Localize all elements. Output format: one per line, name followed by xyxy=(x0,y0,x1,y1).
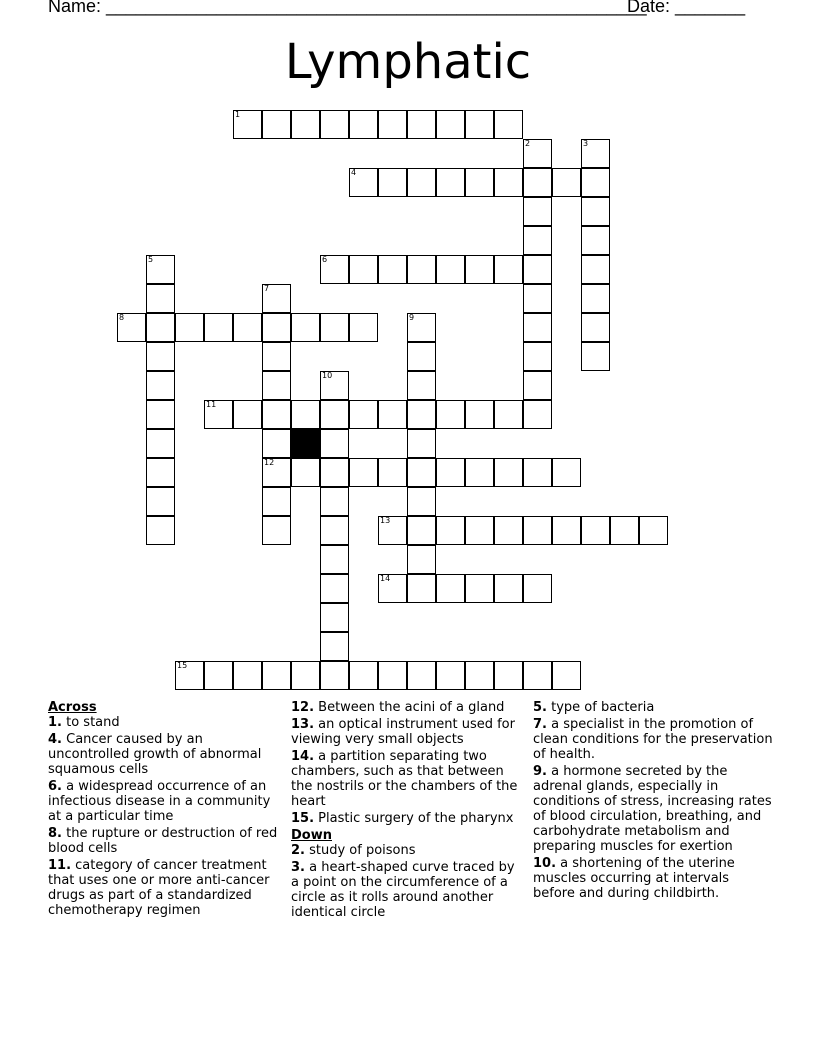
grid-cell[interactable] xyxy=(436,168,465,197)
grid-cell[interactable] xyxy=(320,487,349,516)
clues-column-2 xyxy=(291,700,523,922)
grid-cell[interactable] xyxy=(552,458,581,487)
clue-item-number: 11. xyxy=(48,858,72,873)
grid-cell[interactable] xyxy=(465,168,494,197)
grid-cell[interactable] xyxy=(523,400,552,429)
clue-item xyxy=(48,779,283,824)
clue-item-text: a widespread occurrence of an infectious disease in a community at a particular time xyxy=(48,779,271,824)
grid-cell[interactable] xyxy=(523,284,552,313)
clue-item-text: to stand xyxy=(61,715,120,730)
clue-item-text: category of cancer treatment that uses one or more anti-cancer drugs as part of a standardized chemotherapy regimen xyxy=(48,858,270,918)
grid-cell[interactable] xyxy=(378,661,407,690)
grid-cell[interactable] xyxy=(349,400,378,429)
grid-cell[interactable] xyxy=(436,255,465,284)
grid-cell[interactable] xyxy=(523,139,552,168)
grid-cell[interactable] xyxy=(378,168,407,197)
grid-cell[interactable] xyxy=(465,458,494,487)
grid-cell[interactable] xyxy=(407,516,436,545)
date-field-label: Date: _______ xyxy=(627,0,746,16)
clue-item xyxy=(48,715,283,730)
clue-item-number: 3. xyxy=(291,860,305,875)
grid-cell[interactable] xyxy=(407,574,436,603)
grid-cell[interactable] xyxy=(581,197,610,226)
clue-item xyxy=(533,764,773,854)
grid-cell[interactable] xyxy=(494,400,523,429)
grid-cell[interactable] xyxy=(204,661,233,690)
grid-cell[interactable] xyxy=(407,168,436,197)
clue-item xyxy=(291,860,523,920)
grid-cell[interactable] xyxy=(378,110,407,139)
grid-cell[interactable] xyxy=(146,371,175,400)
clue-item xyxy=(48,732,283,777)
grid-cell[interactable] xyxy=(436,110,465,139)
grid-cell[interactable] xyxy=(436,661,465,690)
grid-cell[interactable] xyxy=(581,342,610,371)
grid-cell[interactable] xyxy=(494,168,523,197)
grid-cell[interactable] xyxy=(523,313,552,342)
clue-number: 3 xyxy=(583,139,589,148)
grid-cell[interactable] xyxy=(523,574,552,603)
grid-cell[interactable] xyxy=(523,168,552,197)
clue-number: 5 xyxy=(148,255,154,264)
grid-cell[interactable] xyxy=(639,516,668,545)
grid-cell[interactable] xyxy=(262,458,291,487)
clue-item-number: 10. xyxy=(533,856,557,871)
clue-number: 9 xyxy=(409,313,415,322)
grid-cell[interactable] xyxy=(378,574,407,603)
grid-cell[interactable] xyxy=(407,458,436,487)
clue-item-text: a partition separating two chambers, such as that between the nostrils or the chambers of the heart xyxy=(291,749,518,809)
grid-cell[interactable] xyxy=(552,516,581,545)
grid-cell[interactable] xyxy=(581,168,610,197)
clue-number: 4 xyxy=(351,168,357,177)
grid-cell[interactable] xyxy=(610,516,639,545)
clue-item-text: type of bacteria xyxy=(546,700,655,715)
grid-cell[interactable] xyxy=(378,400,407,429)
grid-cell[interactable] xyxy=(378,255,407,284)
grid-cell[interactable] xyxy=(146,342,175,371)
clue-number: 11 xyxy=(206,400,217,409)
grid-cell[interactable] xyxy=(320,371,349,400)
clue-number: 10 xyxy=(322,371,333,380)
grid-cell[interactable] xyxy=(465,574,494,603)
page-title: Lymphatic xyxy=(284,34,532,90)
clue-item-number: 8. xyxy=(48,826,62,841)
clue-item-number: 6. xyxy=(48,779,62,794)
clue-item-number: 5. xyxy=(533,700,547,715)
clue-item-number: 1. xyxy=(48,715,62,730)
grid-cell[interactable] xyxy=(262,110,291,139)
grid-cell[interactable] xyxy=(407,400,436,429)
grid-cell[interactable] xyxy=(494,516,523,545)
clue-item xyxy=(533,717,773,762)
grid-cell[interactable] xyxy=(581,284,610,313)
grid-cell[interactable] xyxy=(407,371,436,400)
grid-cell[interactable] xyxy=(146,458,175,487)
grid-cell[interactable] xyxy=(494,110,523,139)
clue-item-text: a shortening of the uterine muscles occurring at intervals before and during childbirth. xyxy=(533,856,735,901)
clue-item-number: 9. xyxy=(533,764,547,779)
grid-cell[interactable] xyxy=(146,429,175,458)
grid-cell[interactable] xyxy=(407,255,436,284)
grid-cell[interactable] xyxy=(262,342,291,371)
grid-cell[interactable] xyxy=(175,313,204,342)
grid-cell[interactable] xyxy=(436,400,465,429)
grid-cell[interactable] xyxy=(465,400,494,429)
grid-cell[interactable] xyxy=(291,661,320,690)
grid-cell[interactable] xyxy=(320,574,349,603)
grid-cell[interactable] xyxy=(146,255,175,284)
grid-cell[interactable] xyxy=(465,255,494,284)
grid-cell[interactable] xyxy=(262,487,291,516)
grid-cell[interactable] xyxy=(349,110,378,139)
clue-item-text: Plastic surgery of the pharynx xyxy=(314,811,514,826)
grid-cell[interactable] xyxy=(523,226,552,255)
clue-number: 14 xyxy=(380,574,391,583)
grid-cell[interactable] xyxy=(262,284,291,313)
clue-item-number: 4. xyxy=(48,732,62,747)
grid-cell[interactable] xyxy=(523,197,552,226)
grid-cell[interactable] xyxy=(233,400,262,429)
grid-cell[interactable] xyxy=(320,545,349,574)
clues-column-3 xyxy=(533,700,773,903)
clue-item-text: the rupture or destruction of red blood cells xyxy=(48,826,278,856)
clue-item xyxy=(291,811,523,826)
grid-cell[interactable] xyxy=(436,458,465,487)
grid-cell[interactable] xyxy=(320,400,349,429)
grid-cell[interactable] xyxy=(407,342,436,371)
grid-cell[interactable] xyxy=(146,487,175,516)
grid-cell[interactable] xyxy=(523,458,552,487)
grid-cell[interactable] xyxy=(262,429,291,458)
grid-cell[interactable] xyxy=(320,255,349,284)
clue-number: 1 xyxy=(235,110,241,119)
grid-cell[interactable] xyxy=(146,284,175,313)
grid-cell[interactable] xyxy=(320,458,349,487)
clue-item-number: 12. xyxy=(291,700,315,715)
down-heading: Down xyxy=(291,828,332,843)
clue-item-number: 7. xyxy=(533,717,547,732)
grid-cell[interactable] xyxy=(320,110,349,139)
grid-cell[interactable] xyxy=(407,545,436,574)
grid-cell[interactable] xyxy=(320,516,349,545)
grid-cell[interactable] xyxy=(552,168,581,197)
clue-item-text: a specialist in the promotion of clean conditions for the preservation of health. xyxy=(533,717,773,762)
clue-item-text: Cancer caused by an uncontrolled growth of abnormal squamous cells xyxy=(48,732,262,777)
grid-cell[interactable] xyxy=(204,400,233,429)
grid-cell[interactable] xyxy=(465,661,494,690)
clue-item-text: Between the acini of a gland xyxy=(314,700,505,715)
grid-cell[interactable] xyxy=(494,458,523,487)
grid-cell[interactable] xyxy=(146,516,175,545)
clue-number: 2 xyxy=(525,139,531,148)
grid-cell[interactable] xyxy=(349,313,378,342)
grid-cell[interactable] xyxy=(494,574,523,603)
grid-cell[interactable] xyxy=(552,661,581,690)
grid-cell[interactable] xyxy=(407,487,436,516)
clue-item xyxy=(533,700,773,715)
name-field-label: Name: ______________________________________________________ xyxy=(48,0,647,16)
clue-item xyxy=(533,856,773,901)
grid-cell[interactable] xyxy=(465,110,494,139)
grid-cell[interactable] xyxy=(320,313,349,342)
grid-cell[interactable] xyxy=(262,400,291,429)
clue-item-text: an optical instrument used for viewing very small objects xyxy=(291,717,515,747)
grid-cell[interactable] xyxy=(262,516,291,545)
clue-item-number: 14. xyxy=(291,749,315,764)
grid-cell[interactable] xyxy=(436,574,465,603)
grid-cell[interactable] xyxy=(349,255,378,284)
grid-cell[interactable] xyxy=(349,168,378,197)
grid-black-square xyxy=(291,429,320,458)
grid-cell[interactable] xyxy=(204,313,233,342)
clue-item xyxy=(48,826,283,856)
grid-cell[interactable] xyxy=(233,110,262,139)
clue-number: 12 xyxy=(264,458,275,467)
grid-cell[interactable] xyxy=(407,429,436,458)
grid-cell[interactable] xyxy=(320,429,349,458)
grid-cell[interactable] xyxy=(320,603,349,632)
clue-item xyxy=(291,700,523,715)
grid-cell[interactable] xyxy=(436,516,465,545)
grid-cell[interactable] xyxy=(407,661,436,690)
across-heading: Across xyxy=(48,700,97,715)
grid-cell[interactable] xyxy=(407,313,436,342)
grid-cell[interactable] xyxy=(581,139,610,168)
clue-number: 7 xyxy=(264,284,270,293)
grid-cell[interactable] xyxy=(349,661,378,690)
grid-cell[interactable] xyxy=(581,255,610,284)
grid-cell[interactable] xyxy=(523,342,552,371)
grid-cell[interactable] xyxy=(320,661,349,690)
grid-cell[interactable] xyxy=(291,400,320,429)
clue-item xyxy=(291,843,523,858)
grid-cell[interactable] xyxy=(407,110,436,139)
grid-cell[interactable] xyxy=(233,661,262,690)
clue-item xyxy=(48,858,283,918)
grid-cell[interactable] xyxy=(523,371,552,400)
clue-item-text: study of poisons xyxy=(304,843,416,858)
grid-cell[interactable] xyxy=(320,632,349,661)
clue-item-number: 13. xyxy=(291,717,315,732)
grid-cell[interactable] xyxy=(233,313,262,342)
grid-cell[interactable] xyxy=(581,516,610,545)
grid-cell[interactable] xyxy=(378,516,407,545)
clue-item-number: 15. xyxy=(291,811,315,826)
grid-cell[interactable] xyxy=(465,516,494,545)
grid-cell[interactable] xyxy=(494,661,523,690)
clue-item-number: 2. xyxy=(291,843,305,858)
grid-cell[interactable] xyxy=(349,458,378,487)
grid-cell[interactable] xyxy=(494,255,523,284)
grid-cell[interactable] xyxy=(175,661,204,690)
clue-number: 6 xyxy=(322,255,328,264)
grid-cell[interactable] xyxy=(146,313,175,342)
grid-cell[interactable] xyxy=(262,313,291,342)
grid-cell[interactable] xyxy=(523,661,552,690)
clues-column-1 xyxy=(48,700,283,920)
grid-cell[interactable] xyxy=(291,110,320,139)
clue-number: 13 xyxy=(380,516,391,525)
grid-cell[interactable] xyxy=(117,313,146,342)
clue-number: 8 xyxy=(119,313,125,322)
grid-cell[interactable] xyxy=(146,400,175,429)
grid-cell[interactable] xyxy=(523,516,552,545)
clue-item xyxy=(291,717,523,747)
grid-cell[interactable] xyxy=(378,458,407,487)
grid-cell[interactable] xyxy=(291,458,320,487)
grid-cell[interactable] xyxy=(291,313,320,342)
grid-cell[interactable] xyxy=(581,313,610,342)
grid-cell[interactable] xyxy=(523,255,552,284)
clue-number: 15 xyxy=(177,661,188,670)
clue-item-text: a heart-shaped curve traced by a point on the circumference of a circle as it rolls around another identical circle xyxy=(291,860,515,920)
grid-cell[interactable] xyxy=(262,661,291,690)
grid-cell[interactable] xyxy=(262,371,291,400)
clue-item-text: a hormone secreted by the adrenal glands, especially in conditions of stress, increasing rates of blood circulation, breathing, and carbohydrate metabolism and preparing muscles for exertion xyxy=(533,764,772,854)
clue-item xyxy=(291,749,523,809)
grid-cell[interactable] xyxy=(581,226,610,255)
